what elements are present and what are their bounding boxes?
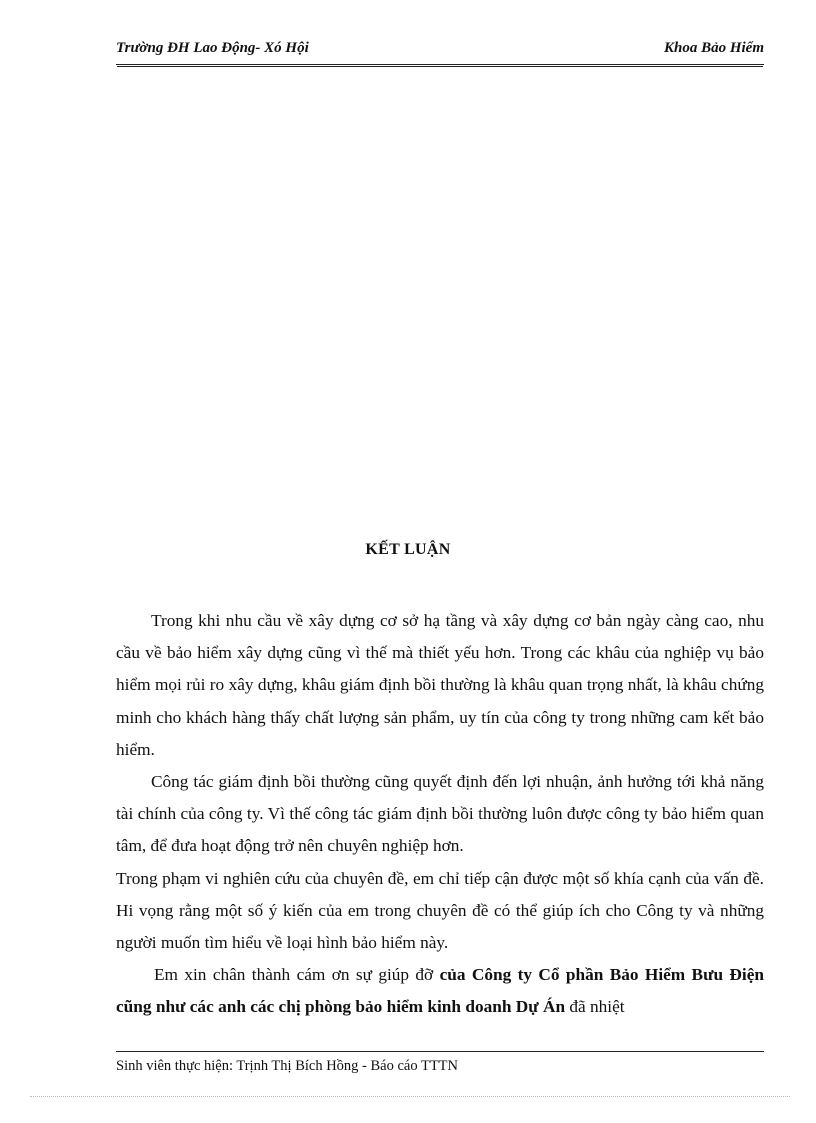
body-text <box>116 605 764 1024</box>
header-faculty: Khoa Bảo Hiểm <box>663 40 764 56</box>
paragraph-4 <box>116 959 764 1023</box>
footer-text: Sinh viên thực hiện: Trịnh Thị Bích Hồng - Báo cáo TTTN <box>116 1058 459 1074</box>
page-edge-dotted-line <box>30 1096 790 1097</box>
paragraph-4-bold: của Công ty Cổ phần Bảo Hiểm Bưu Điện cũng như các anh các chị phòng bảo hiểm kinh doanh Dự Án <box>116 965 764 1017</box>
paragraph-3: Trong phạm vi nghiên cứu của chuyên đề, em chỉ tiếp cận được một số khía cạnh của vấn đề. Hi vọng rằng một số ý kiến của em trong chuyên đề có thể giúp ích cho Công ty và những người muốn tìm hiểu về loại hình bảo hiểm này. <box>116 868 764 953</box>
page-header <box>116 38 764 65</box>
paragraph-4-end: đã nhiệt <box>565 997 625 1017</box>
paragraph-4-start: Em xin chân thành cám ơn sự giúp đỡ <box>154 965 440 985</box>
paragraph-1: Trong khi nhu cầu về xây dựng cơ sở hạ tầng và xây dựng cơ bản ngày càng cao, nhu cầu về bảo hiểm xây dựng cũng vì thế mà thiết yếu hơn. Trong các khâu của nghiệp vụ bảo hiểm mọi rủi ro xây dựng, khâu giám định bồi thường là khâu quan trọng nhất, là khâu chứng minh cho khách hàng thấy chất lượng sản phẩm, uy tín của công ty trong những cam kết bảo hiểm. <box>116 611 764 759</box>
paragraph-2: Công tác giám định bồi thường cũng quyết định đến lợi nhuận, ảnh hưởng tới khả năng tài chính của công ty. Vì thế công tác giám định bồi thường luôn được công ty bảo hiểm quan tâm, để đưa hoạt động trở nên chuyên nghiệp hơn. <box>116 772 764 856</box>
header-university: Trường ĐH Lao Động- Xó Hội <box>116 40 309 56</box>
page-footer <box>116 1051 764 1075</box>
section-title: KẾT LUẬN <box>365 541 451 558</box>
